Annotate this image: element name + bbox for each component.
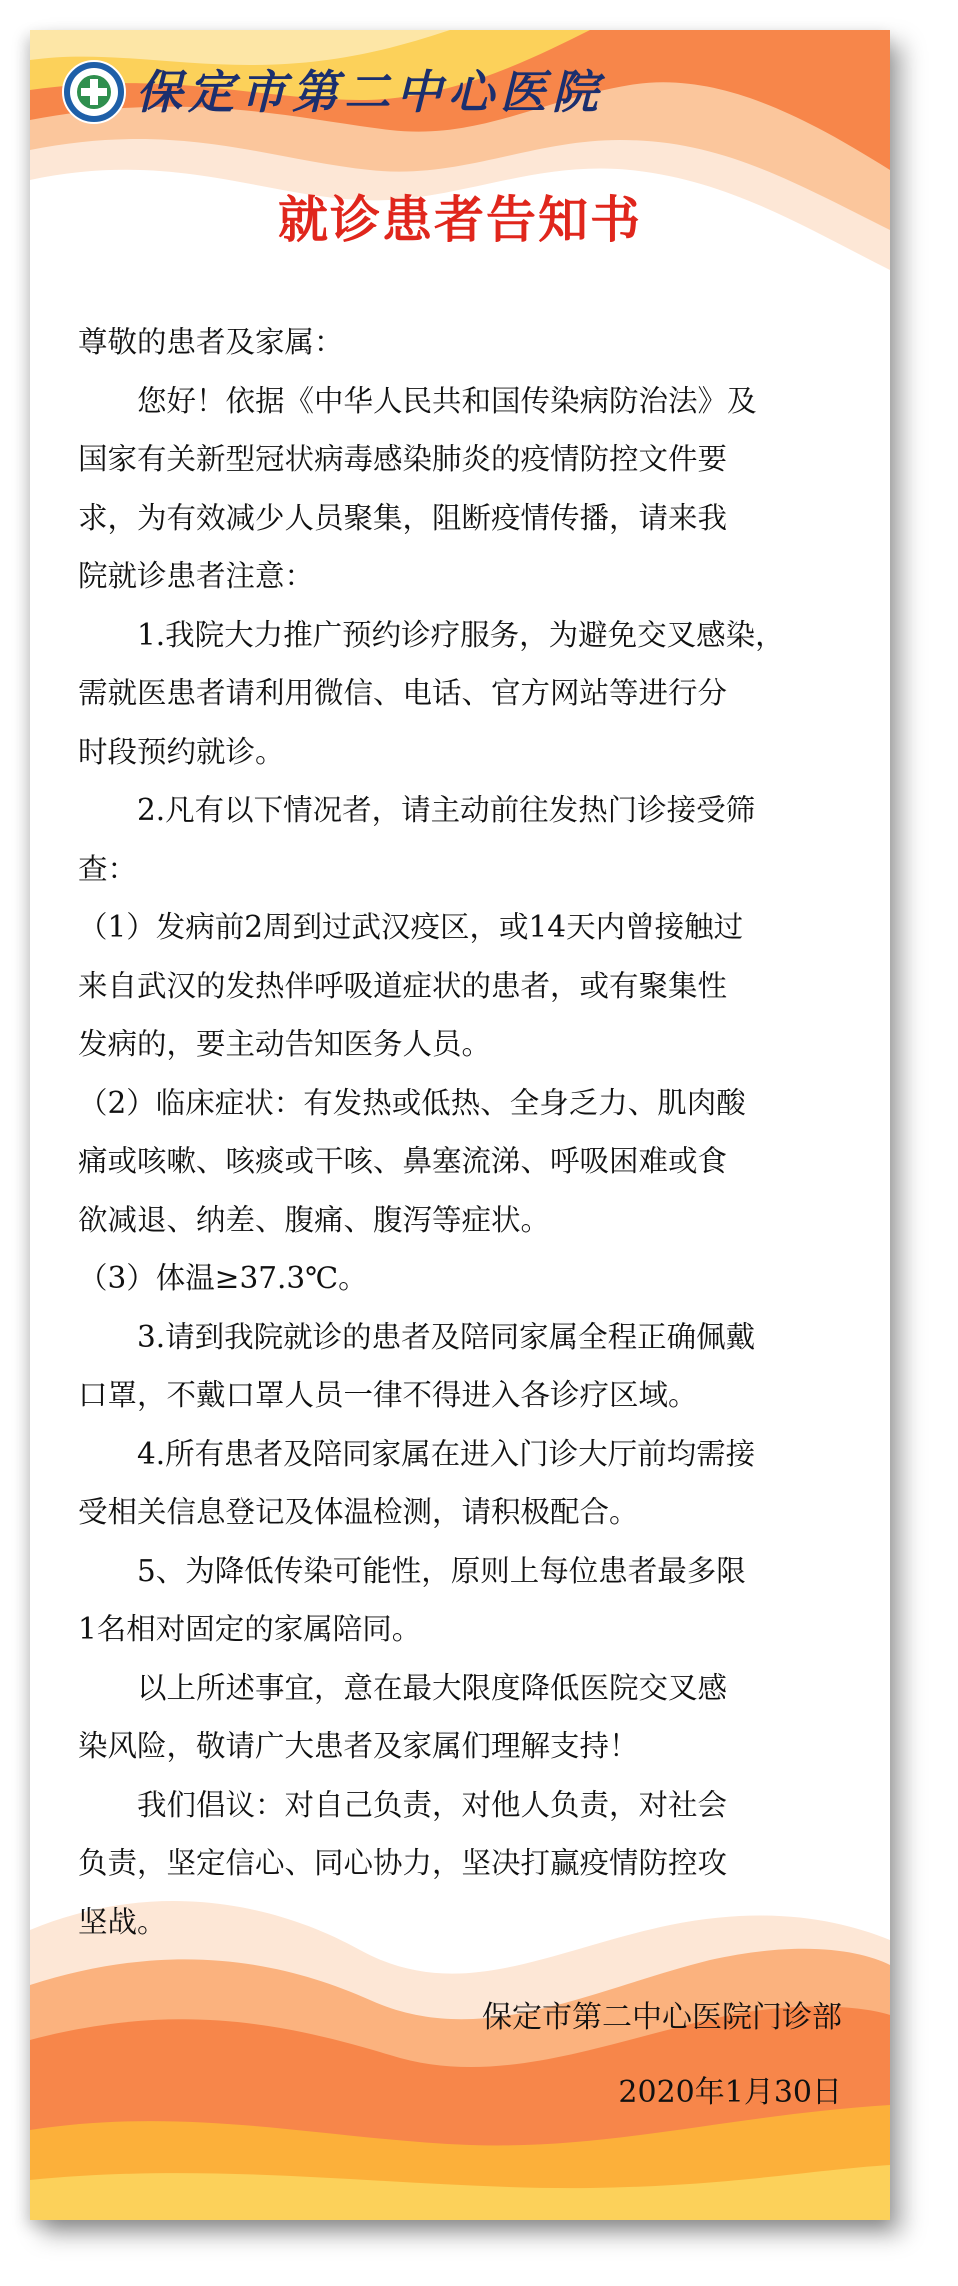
hospital-emblem-icon	[62, 60, 126, 124]
body-line: 需就医患者请利用微信、电话、官方网站等进行分	[78, 676, 728, 710]
body-line: 发病的，要主动告知医务人员。	[78, 1027, 492, 1061]
body-line: 国家有关新型冠状病毒感染肺炎的疫情防控文件要	[78, 442, 728, 476]
body-line: 受相关信息登记及体温检测，请积极配合。	[78, 1495, 639, 1529]
body-line: 您好！依据《中华人民共和国传染病防治法》及	[78, 383, 757, 418]
signature-department: 保定市第二中心医院门诊部	[482, 2000, 842, 2035]
body-line: 染风险，敬请广大患者及家属们理解支持！	[78, 1729, 639, 1763]
body-line: 院就诊患者注意：	[78, 559, 315, 593]
body-line: 来自武汉的发热伴呼吸道症状的患者，或有聚集性	[78, 968, 728, 1003]
body-line: （3）体温≥37.3℃。	[78, 1261, 368, 1295]
body-line: 查：	[78, 851, 138, 886]
body-line: 5、为降低传染可能性，原则上每位患者最多限	[78, 1553, 746, 1588]
body-line: 痛或咳嗽、咳痰或干咳、鼻塞流涕、呼吸困难或食	[78, 1144, 728, 1178]
body-line: 我们倡议：对自己负责，对他人负责，对社会	[78, 1787, 728, 1822]
body-line: 1名相对固定的家属陪同。	[78, 1612, 422, 1646]
body-line: 2.凡有以下情况者，请主动前往发热门诊接受筛	[78, 793, 756, 827]
body-line: 以上所述事宜，意在最大限度降低医院交叉感	[78, 1670, 728, 1705]
notice-poster	[30, 30, 890, 2220]
body-line: 尊敬的患者及家属：	[78, 325, 344, 359]
body-line: 4.所有患者及陪同家属在进入门诊大厅前均需接	[78, 1436, 756, 1471]
body-line: 坚战。	[78, 1904, 167, 1939]
body-line: 负责，坚定信心、同心协力，坚决打赢疫情防控攻	[78, 1846, 728, 1880]
signature-date: 2020年1月30日	[618, 2075, 842, 2110]
page-title: 就诊患者告知书	[278, 191, 642, 249]
body-line: 求，为有效减少人员聚集，阻断疫情传播，请来我	[78, 500, 728, 535]
body-line: （1）发病前2周到过武汉疫区，或14天内曾接触过	[78, 910, 744, 944]
body-line: 1.我院大力推广预约诊疗服务，为避免交叉感染，	[78, 617, 785, 652]
body-line: 欲减退、纳差、腹痛、腹泻等症状。	[78, 1202, 551, 1237]
body-line: 3.请到我院就诊的患者及陪同家属全程正确佩戴	[78, 1319, 756, 1354]
body-line: 时段预约就诊。	[78, 734, 285, 769]
hospital-name: 保定市第二中心医院	[136, 65, 604, 119]
notice-body	[78, 313, 868, 1951]
body-line: 口罩，不戴口罩人员一律不得进入各诊疗区域。	[78, 1378, 698, 1412]
body-line: （2）临床症状：有发热或低热、全身乏力、肌肉酸	[78, 1085, 746, 1120]
